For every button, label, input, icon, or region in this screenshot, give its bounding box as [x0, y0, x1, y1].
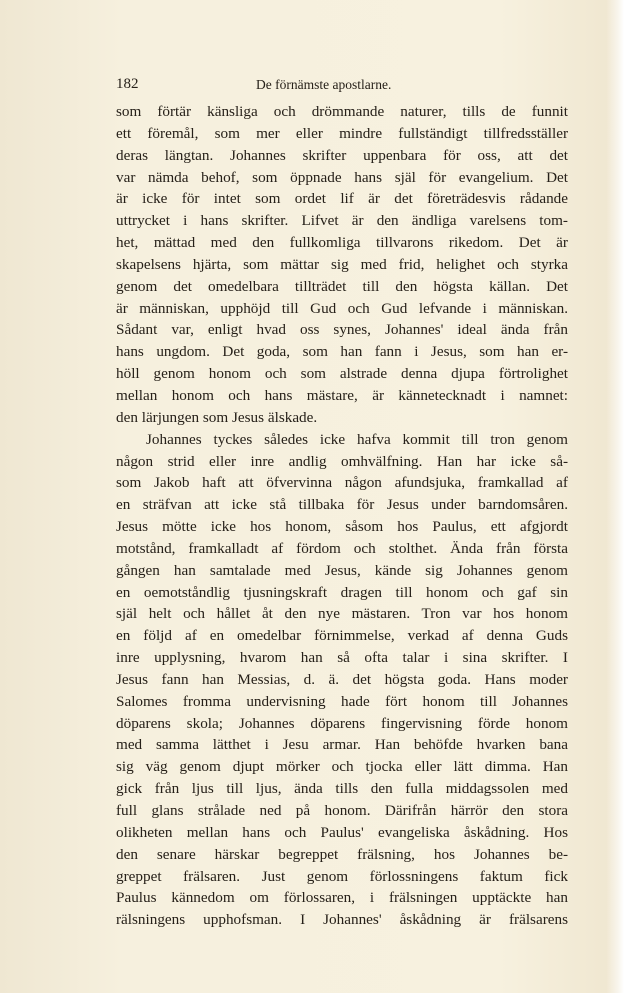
text-line: full glans strålade ned på honom. Därifrån härrör den stora: [116, 802, 568, 819]
text-line: ett föremål, som mer eller mindre fullständigt tillfredsställer: [116, 124, 568, 142]
running-title: De förnämste apostlarne.: [256, 77, 392, 92]
text-line: het, mättad med den fullkomliga tillvarons rikedom. Det är: [116, 234, 568, 252]
text-line: som Jakob haft att öfvervinna någon afundsjuka, framkallad af: [116, 474, 568, 492]
text-line: motstånd, framkalladt af fördom och stolthet. Ända från första: [116, 539, 568, 557]
text-line: höll genom honom och som alstrade denna djupa förtrolighet: [116, 365, 568, 383]
text-line: är icke för intet som ordet lif är det företrädesvis rådande: [116, 190, 568, 208]
text-line: Johannes tyckes således icke hafva kommit till tron genom: [146, 430, 568, 448]
text-line: inre upplysning, hvarom han så ofta talar i sina skrifter. I: [116, 649, 568, 667]
text-line: uttrycket i hans skrifter. Lifvet är den ändliga varelsens tom-: [116, 212, 568, 230]
page-number: 182: [116, 76, 139, 92]
text-line: skapelsens hjärta, som mättar sig med frid, helighet och styrka: [116, 255, 568, 273]
body-text: [116, 101, 568, 931]
text-line: greppet frälsaren. Just genom förlossningens faktum fick: [116, 867, 568, 885]
text-line: en följd af en omedelbar förnimmelse, verkad af denna Guds: [116, 627, 568, 645]
text-line: rälsningens upphofsman. I Johannes' åskådning är frälsarens: [116, 911, 568, 929]
text-line: Sådant var, enligt hvad oss synes, Johannes' ideal ända från: [116, 321, 568, 339]
text-line: var nämda behof, som öppnade hans själ för evangelium. Det: [116, 168, 568, 186]
text-line: en oemotståndlig tjusningskraft dragen till honom och gaf sin: [116, 583, 568, 601]
text-line: Salomes fromma undervisning hade fört honom till Johannes: [116, 692, 568, 710]
text-line: Jesus fann han Messias, d. ä. det högsta goda. Hans moder: [116, 670, 568, 688]
page-header: [116, 76, 568, 98]
text-line: någon strid eller inre andlig omhvälfning. Han har icke så-: [116, 452, 568, 470]
text-line: genom det omedelbara tillträdet till den högsta källan. Det: [116, 277, 568, 295]
text-line: som förtär känsliga och drömmande naturer, tills de funnit: [116, 103, 568, 120]
text-line: hans ungdom. Det goda, som han fann i Jesus, som han er-: [116, 343, 568, 361]
text-line: Paulus kännedom om förlossaren, i frälsningen upptäckte han: [116, 889, 568, 907]
text-line: med samma lätthet i Jesu armar. Han behöfde hvarken bana: [116, 736, 568, 754]
text-line: den lärjungen som Jesus älskade.: [116, 408, 318, 426]
text-line: olikheten mellan hans och Paulus' evangeliska åskådning. Hos: [116, 823, 568, 841]
text-line: Jesus mötte icke hos honom, såsom hos Paulus, ett afgjordt: [116, 518, 568, 536]
text-line: själ helt och hållet åt den nye mästaren. Tron var hos honom: [116, 605, 568, 623]
text-line: gången han samtalade med Jesus, kände sig Johannes genom: [116, 561, 568, 579]
text-line: sig väg genom djupt mörker och tjocka eller lätt dimma. Han: [116, 758, 568, 776]
text-line: den senare härskar begreppet frälsning, hos Johannes be-: [116, 845, 568, 863]
text-line: en sträfvan att icke stå tillbaka för Jesus under barndomsåren.: [116, 496, 568, 514]
text-line: deras längtan. Johannes skrifter uppenbara för oss, att det: [116, 146, 568, 164]
text-line: är människan, upphöjd till Gud och Gud lefvande i människan.: [116, 299, 568, 317]
text-line: gick från ljus till ljus, ända tills den fulla middagssolen med: [116, 780, 568, 798]
text-line: mellan honom och hans mästare, är kännetecknadt i namnet:: [116, 386, 568, 404]
text-line: döparens skola; Johannes döparens fingervisning förde honom: [116, 714, 568, 732]
page-edge: [606, 0, 624, 993]
